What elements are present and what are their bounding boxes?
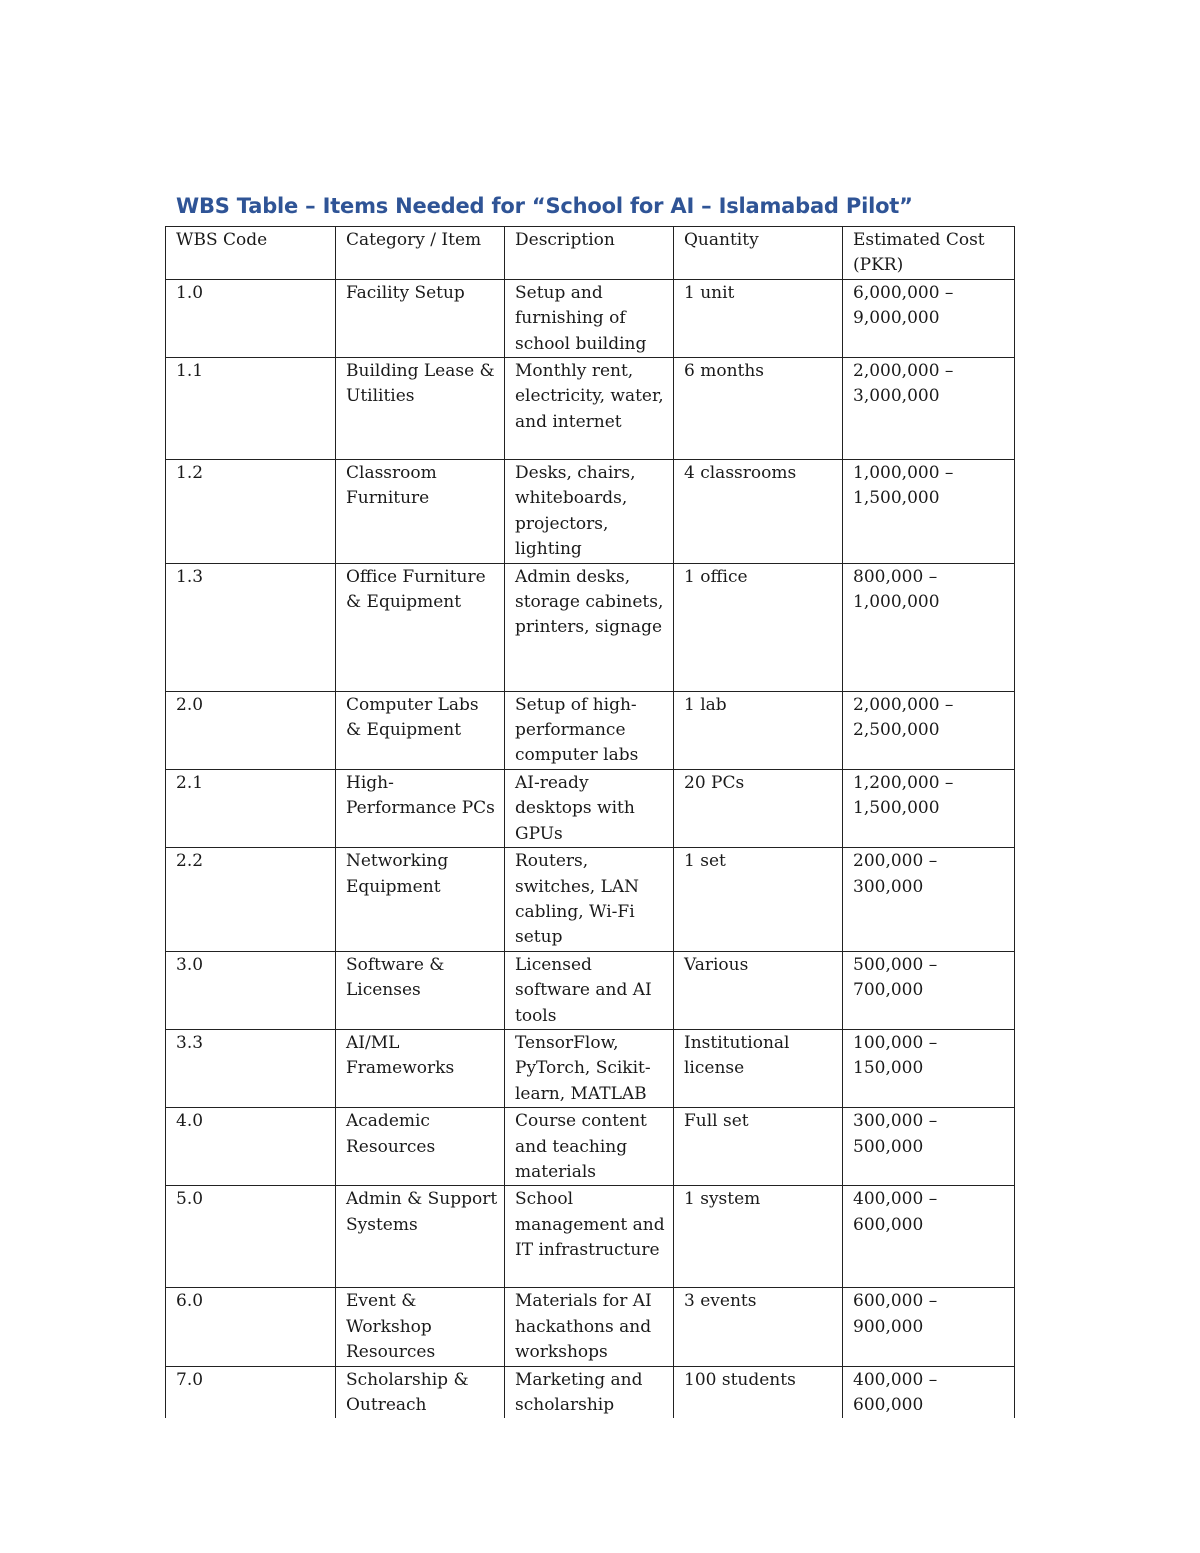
cell-wbs-code: 2.0 [166, 691, 336, 769]
cell-quantity: Full set [674, 1108, 843, 1186]
cell-description: Course content and teaching materials [505, 1108, 674, 1186]
cell-quantity: 1 set [674, 848, 843, 952]
cell-description: Setup and furnishing of school building [505, 279, 674, 357]
cell-quantity: 6 months [674, 358, 843, 460]
cell-estimated-cost: 2,000,000 – 2,500,000 [843, 691, 1015, 769]
cell-category-item: Building Lease & Utilities [336, 358, 505, 460]
cell-category-item: Admin & Support Systems [336, 1186, 505, 1288]
cell-description: Admin desks, storage cabinets, printers, signage [505, 563, 674, 691]
cell-description: AI-ready desktops with GPUs [505, 769, 674, 847]
wbs-table [165, 226, 1015, 1418]
cell-wbs-code: 2.1 [166, 769, 336, 847]
header-description: Description [505, 227, 674, 280]
cell-estimated-cost: 400,000 – 600,000 [843, 1186, 1015, 1288]
cell-estimated-cost: 800,000 – 1,000,000 [843, 563, 1015, 691]
cell-wbs-code: 7.0 [166, 1366, 336, 1418]
table-row [166, 769, 1015, 847]
cell-description: Marketing and scholarship [505, 1366, 674, 1418]
cell-category-item: High-Performance PCs [336, 769, 505, 847]
cell-quantity: Institutional license [674, 1029, 843, 1107]
table-row [166, 1288, 1015, 1366]
cell-description: School management and IT infrastructure [505, 1186, 674, 1288]
cell-wbs-code: 3.0 [166, 951, 336, 1029]
cell-wbs-code: 1.3 [166, 563, 336, 691]
table-row [166, 460, 1015, 564]
cell-quantity: 3 events [674, 1288, 843, 1366]
cell-wbs-code: 2.2 [166, 848, 336, 952]
header-category-item: Category / Item [336, 227, 505, 280]
cell-category-item: Classroom Furniture [336, 460, 505, 564]
cell-quantity: 20 PCs [674, 769, 843, 847]
cell-quantity: Various [674, 951, 843, 1029]
table-row [166, 563, 1015, 691]
table-header-row [166, 227, 1015, 280]
document-title: WBS Table – Items Needed for “School for AI – Islamabad Pilot” [176, 194, 913, 218]
table-row [166, 951, 1015, 1029]
cell-description: Routers, switches, LAN cabling, Wi-Fi setup [505, 848, 674, 952]
cell-description: Monthly rent, electricity, water, and internet [505, 358, 674, 460]
cell-description: Setup of high-performance computer labs [505, 691, 674, 769]
table-row [166, 358, 1015, 460]
header-estimated-cost: Estimated Cost (PKR) [843, 227, 1015, 280]
cell-quantity: 4 classrooms [674, 460, 843, 564]
cell-estimated-cost: 400,000 – 600,000 [843, 1366, 1015, 1418]
cell-category-item: Event & Workshop Resources [336, 1288, 505, 1366]
cell-category-item: AI/ML Frameworks [336, 1029, 505, 1107]
cell-wbs-code: 3.3 [166, 1029, 336, 1107]
cell-description: Desks, chairs, whiteboards, projectors, lighting [505, 460, 674, 564]
cell-category-item: Software & Licenses [336, 951, 505, 1029]
header-wbs-code: WBS Code [166, 227, 336, 280]
cell-wbs-code: 6.0 [166, 1288, 336, 1366]
cell-description: TensorFlow, PyTorch, Scikit-learn, MATLAB [505, 1029, 674, 1107]
cell-category-item: Facility Setup [336, 279, 505, 357]
cell-quantity: 1 office [674, 563, 843, 691]
cell-description: Licensed software and AI tools [505, 951, 674, 1029]
cell-quantity: 1 system [674, 1186, 843, 1288]
table-row [166, 1366, 1015, 1418]
header-quantity: Quantity [674, 227, 843, 280]
cell-wbs-code: 1.2 [166, 460, 336, 564]
cell-quantity: 1 lab [674, 691, 843, 769]
cell-description: Materials for AI hackathons and workshops [505, 1288, 674, 1366]
table-row [166, 1108, 1015, 1186]
table-row [166, 279, 1015, 357]
cell-estimated-cost: 200,000 – 300,000 [843, 848, 1015, 952]
cell-estimated-cost: 100,000 – 150,000 [843, 1029, 1015, 1107]
cell-estimated-cost: 6,000,000 – 9,000,000 [843, 279, 1015, 357]
cell-estimated-cost: 300,000 – 500,000 [843, 1108, 1015, 1186]
cell-wbs-code: 5.0 [166, 1186, 336, 1288]
cell-estimated-cost: 600,000 – 900,000 [843, 1288, 1015, 1366]
cell-category-item: Computer Labs & Equipment [336, 691, 505, 769]
cell-wbs-code: 1.0 [166, 279, 336, 357]
cell-category-item: Networking Equipment [336, 848, 505, 952]
cell-wbs-code: 1.1 [166, 358, 336, 460]
table-row [166, 1029, 1015, 1107]
cell-quantity: 100 students [674, 1366, 843, 1418]
table-row [166, 691, 1015, 769]
cell-category-item: Academic Resources [336, 1108, 505, 1186]
cell-estimated-cost: 2,000,000 – 3,000,000 [843, 358, 1015, 460]
cell-category-item: Office Furniture & Equipment [336, 563, 505, 691]
table-row [166, 1186, 1015, 1288]
cell-quantity: 1 unit [674, 279, 843, 357]
cell-wbs-code: 4.0 [166, 1108, 336, 1186]
table-row [166, 848, 1015, 952]
cell-category-item: Scholarship & Outreach [336, 1366, 505, 1418]
cell-estimated-cost: 1,200,000 – 1,500,000 [843, 769, 1015, 847]
cell-estimated-cost: 500,000 – 700,000 [843, 951, 1015, 1029]
cell-estimated-cost: 1,000,000 – 1,500,000 [843, 460, 1015, 564]
